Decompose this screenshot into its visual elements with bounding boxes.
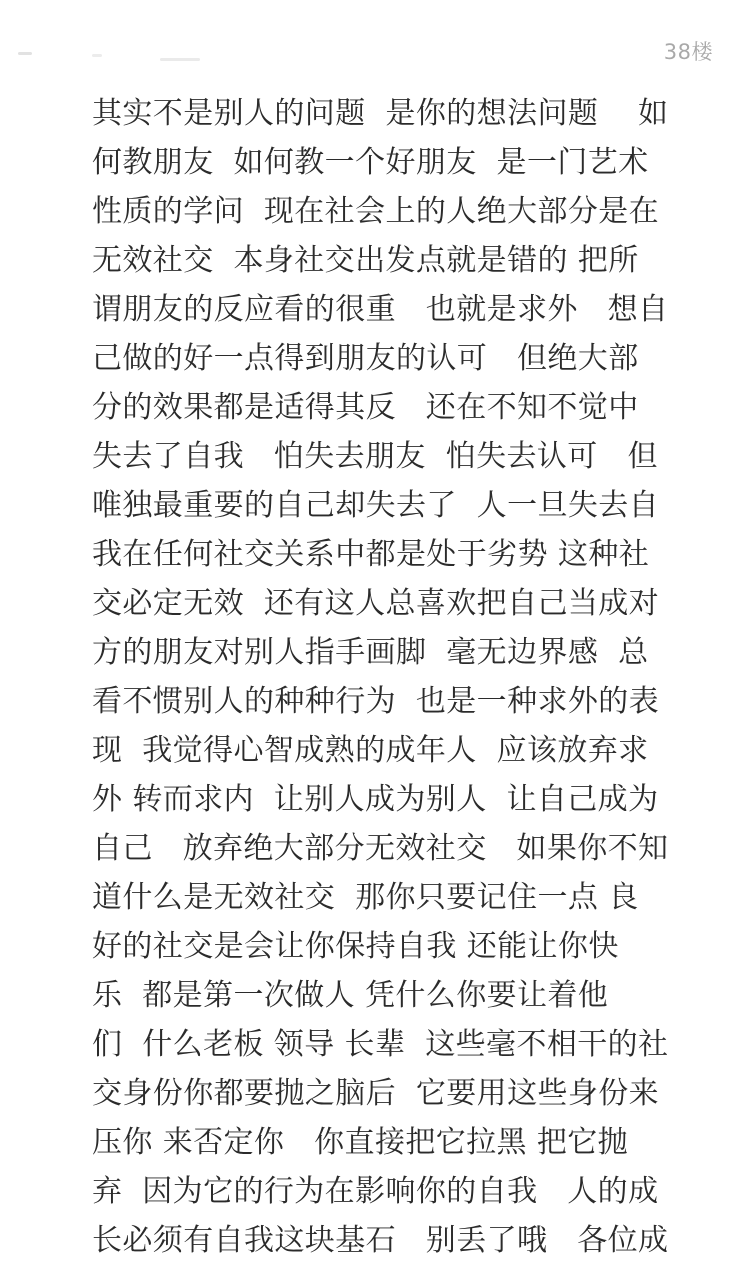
post-text-line: 谓朋友的反应看的很重 也就是求外 想自 bbox=[92, 292, 669, 327]
post-text-line: 方的朋友对别人指手画脚 毫无边界感 总 bbox=[92, 635, 649, 670]
post-text-line: 看不惯别人的种种行为 也是一种求外的表 bbox=[92, 684, 660, 719]
post-content bbox=[92, 89, 732, 1265]
post-text-line: 压你 来否定你 你直接把它拉黑 把它抛 bbox=[92, 1125, 629, 1160]
blurred-username bbox=[160, 58, 200, 61]
post-header bbox=[0, 0, 735, 80]
post-text-line: 交必定无效 还有这人总喜欢把自己当成对 bbox=[92, 586, 660, 621]
blurred-username bbox=[92, 54, 102, 57]
post-text-line: 己做的好一点得到朋友的认可 但绝大部 bbox=[92, 341, 639, 376]
post-text-line: 分的效果都是适得其反 还在不知不觉中 bbox=[92, 390, 639, 425]
post-text-line: 们 什么老板 领导 长辈 这些毫不相干的社 bbox=[92, 1027, 669, 1062]
post-text-line: 其实不是别人的问题 是你的想法问题 如 bbox=[92, 96, 669, 131]
post-text-line: 道什么是无效社交 那你只要记住一点 良 bbox=[92, 880, 639, 915]
post-text-line: 交身份你都要抛之脑后 它要用这些身份来 bbox=[92, 1076, 660, 1111]
post-text-line: 现 我觉得心智成熟的成年人 应该放弃求 bbox=[92, 733, 649, 768]
floor-number: 38楼 bbox=[663, 40, 713, 64]
post-text-line: 无效社交 本身社交出发点就是错的 把所 bbox=[92, 243, 639, 278]
post-text-line: 自己 放弃绝大部分无效社交 如果你不知 bbox=[92, 831, 669, 866]
post-text-line: 乐 都是第一次做人 凭什么你要让着他 bbox=[92, 978, 609, 1013]
post-text-line: 长必须有自我这块基石 别丢了哦 各位成 bbox=[92, 1223, 669, 1258]
post-text-line: 唯独最重要的自己却失去了 人一旦失去自 bbox=[92, 488, 660, 523]
post-text-line: 失去了自我 怕失去朋友 怕失去认可 但 bbox=[92, 439, 658, 474]
post-text-line: 何教朋友 如何教一个好朋友 是一门艺术 bbox=[92, 145, 649, 180]
post-text-line: 外 转而求内 让别人成为别人 让自己成为 bbox=[92, 782, 659, 817]
post-text-line: 好的社交是会让你保持自我 还能让你快 bbox=[92, 929, 619, 964]
post-text-line: 弃 因为它的行为在影响你的自我 人的成 bbox=[92, 1174, 659, 1209]
post-text-line: 我在任何社交关系中都是处于劣势 这种社 bbox=[92, 537, 650, 572]
post-text-line: 性质的学问 现在社会上的人绝大部分是在 bbox=[92, 194, 660, 229]
blurred-username bbox=[18, 52, 32, 55]
